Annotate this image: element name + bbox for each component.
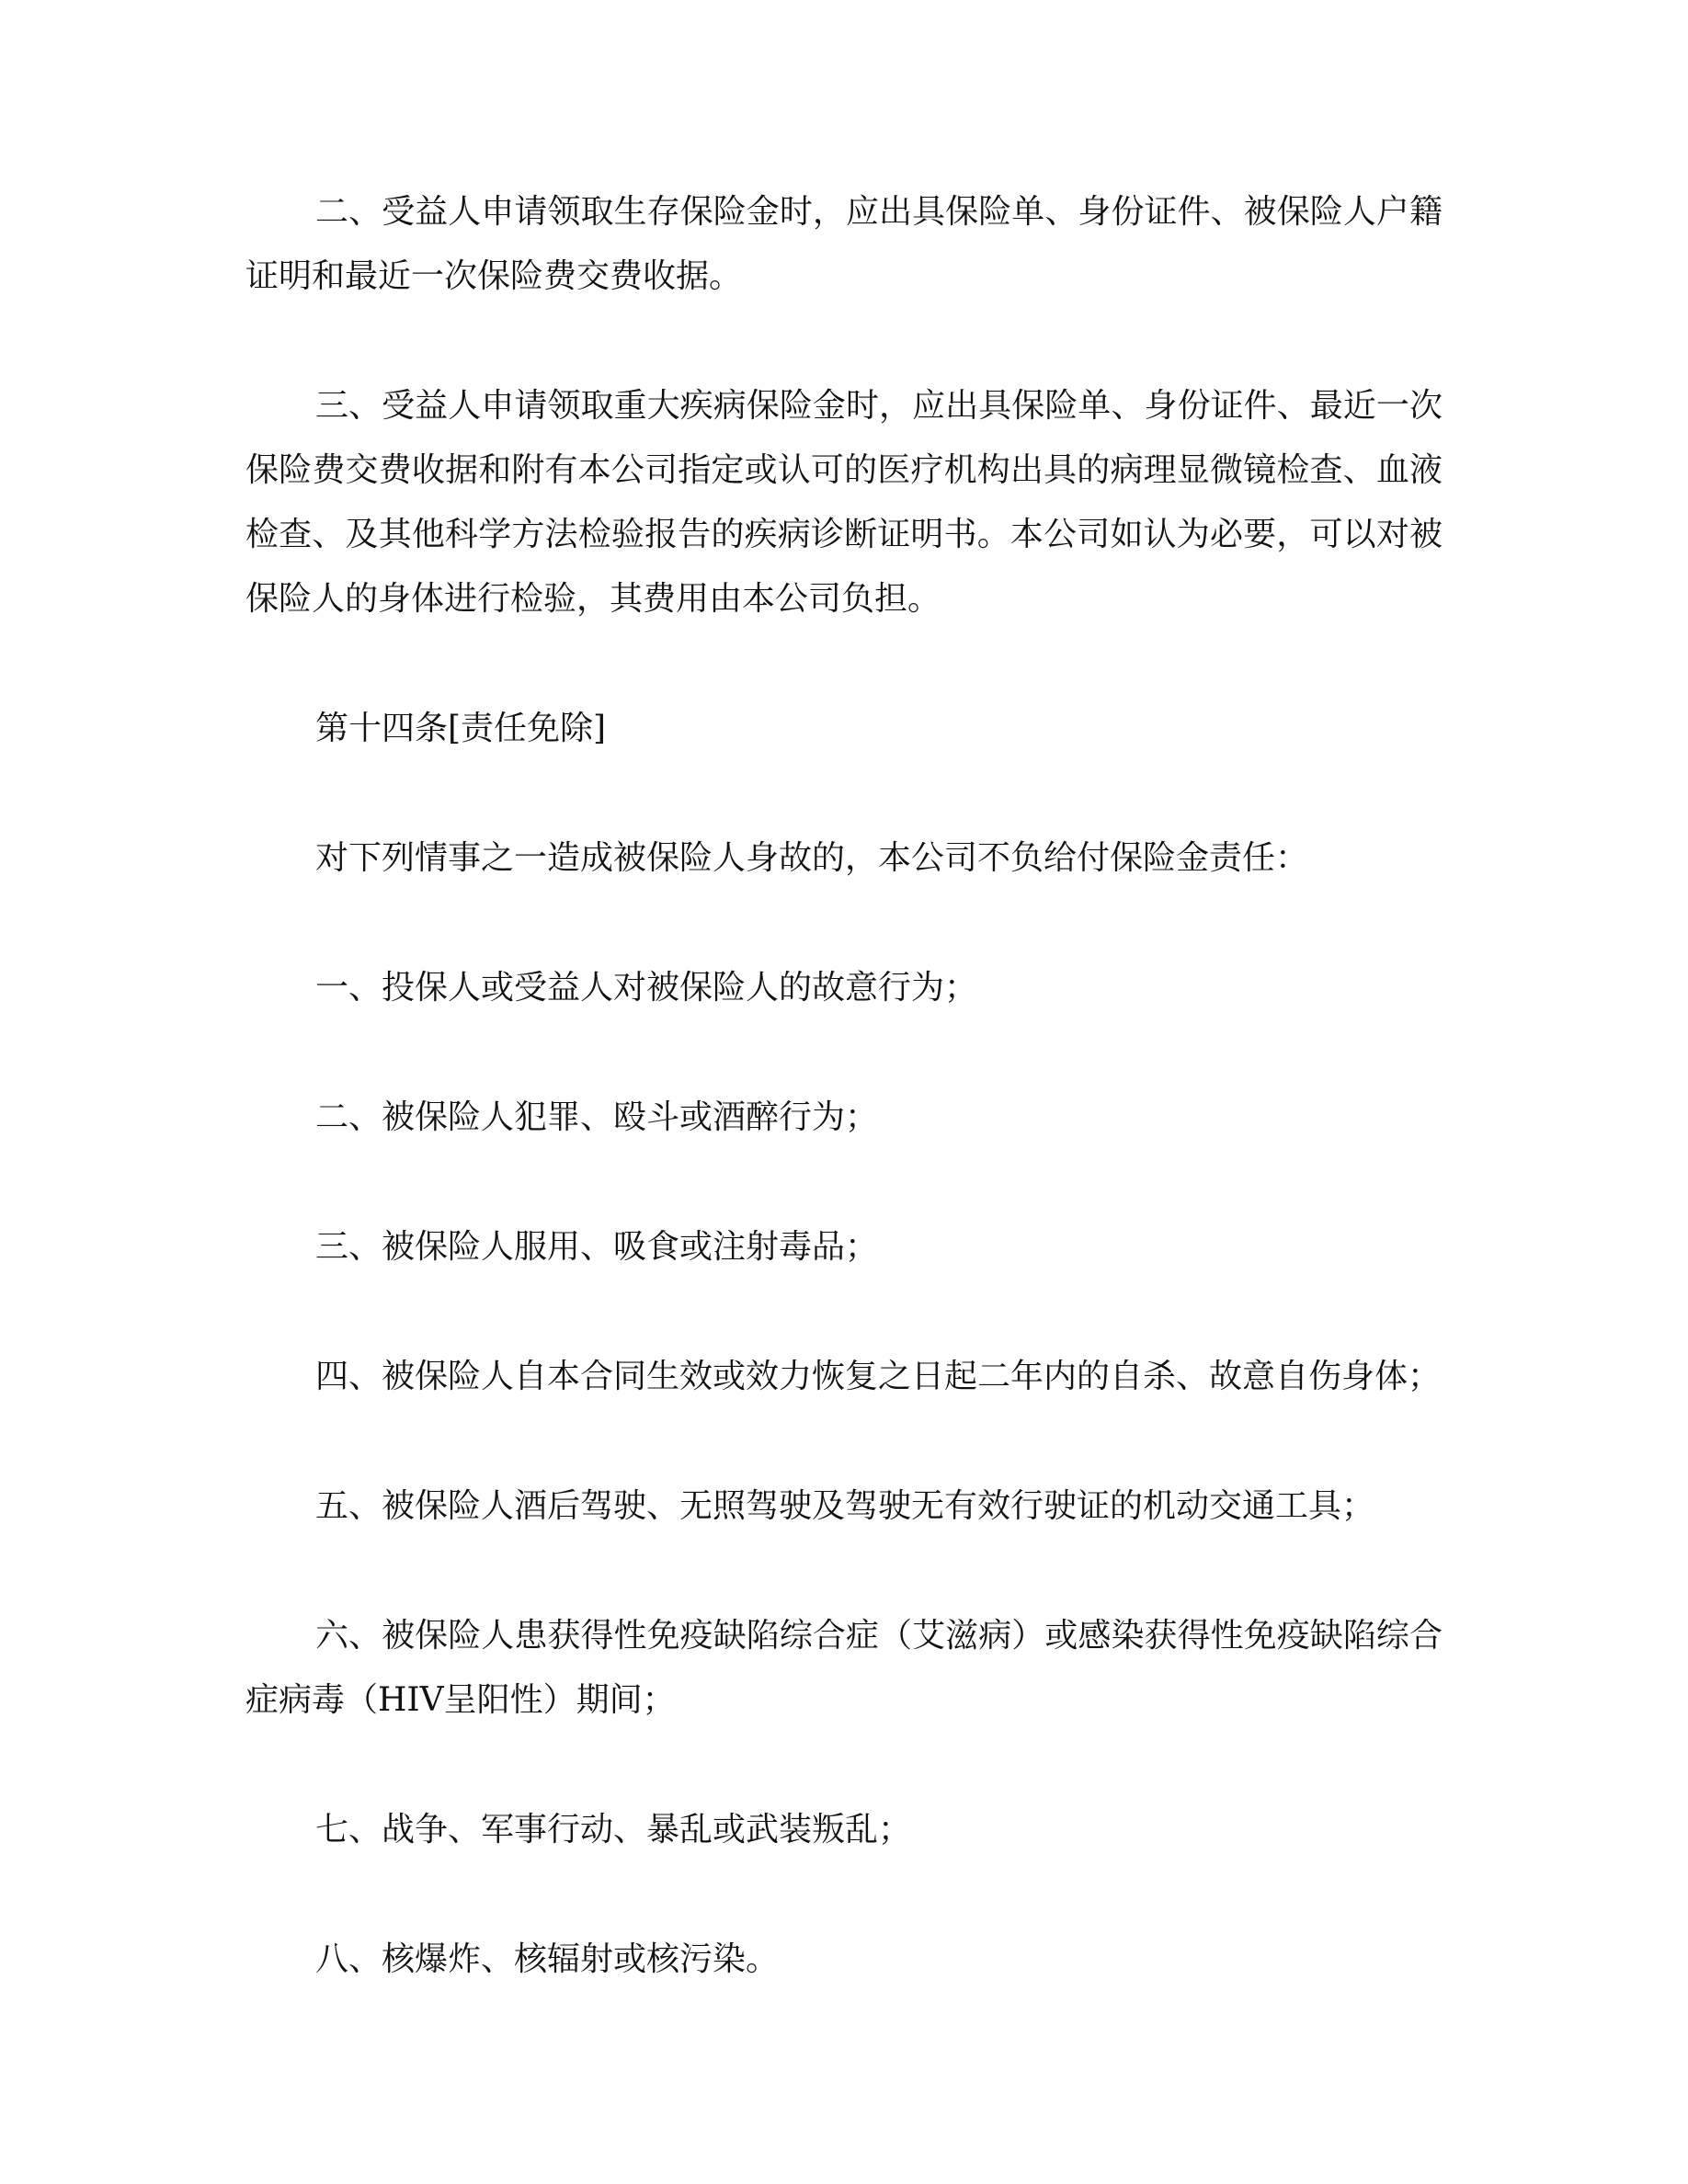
exclusion-item-1: 一、投保人或受益人对被保险人的故意行为；: [315, 969, 978, 1007]
exclusion-item-7: 七、战争、军事行动、暴乱或武装叛乱；: [315, 1811, 912, 1848]
article-heading: 第十四条[责任免除]: [315, 710, 607, 747]
paragraph-beneficiary-survival-claim: 二、受益人申请领取生存保险金时，应出具保险单、身份证件、被保险人户籍证明和最近一次保险费交费收据。: [245, 193, 1443, 295]
exclusion-item-5: 五、被保险人酒后驾驶、无照驾驶及驾驶无有效行驶证的机动交通工具；: [315, 1487, 1375, 1525]
exclusion-item-3: 三、被保险人服用、吸食或注射毒品；: [315, 1228, 879, 1266]
exclusion-item-6: 六、被保险人患获得性免疫缺陷综合症（艾滋病）或感染获得性免疫缺陷综合症病毒（HIV呈阳性）期间；: [245, 1617, 1443, 1719]
document-body: [245, 180, 1443, 1992]
exclusion-item-2: 二、被保险人犯罪、殴斗或酒醉行为；: [315, 1098, 879, 1136]
exclusion-item-4: 四、被保险人自本合同生效或效力恢复之日起二年内的自杀、故意自伤身体；: [315, 1358, 1442, 1395]
exclusion-intro: 对下列情事之一造成被保险人身故的，本公司不负给付保险金责任：: [315, 839, 1309, 877]
exclusion-item-8: 八、核爆炸、核辐射或核污染。: [315, 1940, 780, 1978]
paragraph-beneficiary-critical-illness-claim: 三、受益人申请领取重大疾病保险金时，应出具保险单、身份证件、最近一次保险费交费收据和附有本公司指定或认可的医疗机构出具的病理显微镜检查、血液检查、及其他科学方法检验报告的疾病诊断证明书。本公司如认为必要，可以对被保险人的身体进行检验，其费用由本公司负担。: [245, 387, 1443, 618]
